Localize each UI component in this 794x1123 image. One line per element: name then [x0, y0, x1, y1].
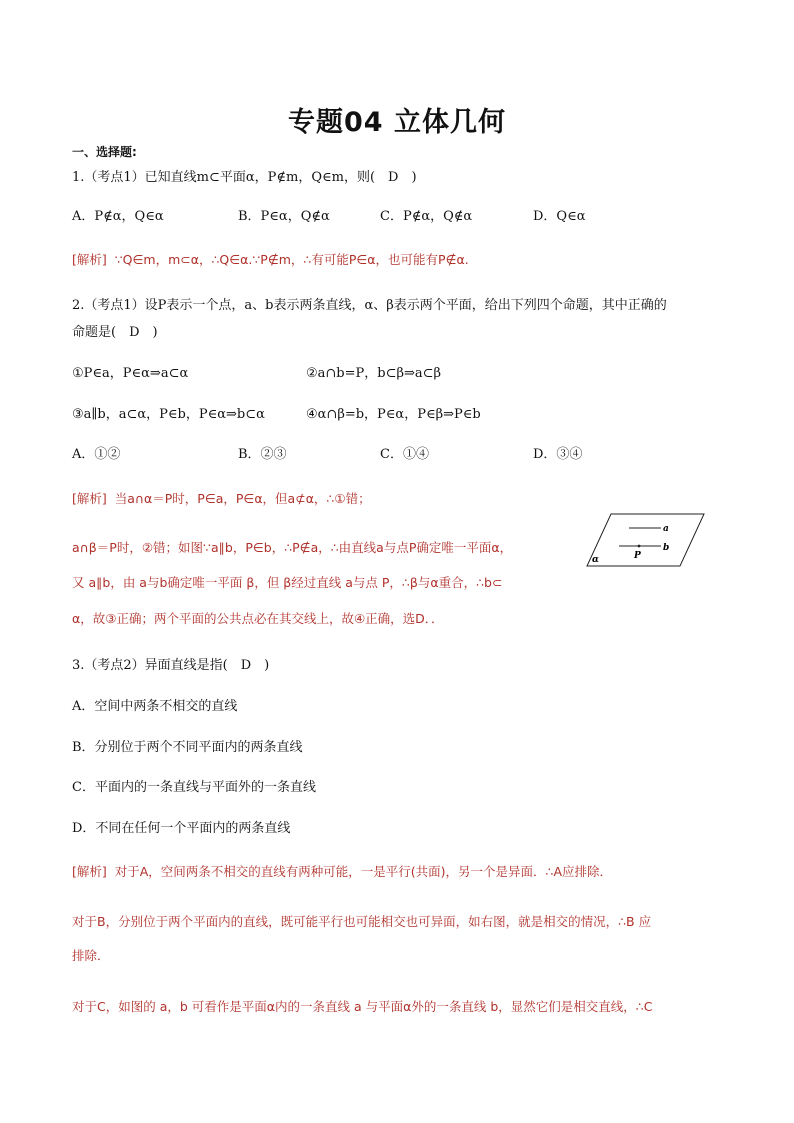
analysis-tag: [解析] [72, 491, 107, 506]
q2-option-a: A．①② [72, 447, 121, 462]
q2-option-c: C．①④ [380, 447, 429, 462]
q3-analysis-line-4: 对于C，如图的 a，b 可看作是平面α内的一条直线 a 与平面α外的一条直线 b，显然它们是相交直线，∴C [72, 999, 653, 1014]
question-1-stem: 1.（考点1）已知直线m⊂平面α，P∉m，Q∈m，则( D ) [72, 170, 417, 185]
q3-option-c: C．平面内的一条直线与平面外的一条直线 [72, 780, 316, 795]
plane-figure [583, 510, 708, 570]
q1-analysis-text: ∵Q∈m，m⊂α，∴Q∈α.∵P∉m，∴有可能P∈α，也可能有P∉α. [114, 252, 469, 267]
question-2-stem-line-1: 2.（考点1）设P表示一个点，a、b表示两条直线，α、β表示两个平面，给出下列四个命题，其中正确的 [72, 298, 667, 313]
question-3-stem: 3.（考点2）异面直线是指( D ) [72, 658, 270, 673]
page-title: 专题04 立体几何 [288, 107, 506, 138]
q1-option-a: A．P∉α，Q∈α [72, 209, 164, 224]
label-alpha: α [592, 555, 599, 565]
q2-proposition-1: ①P∈a，P∈α⇒a⊂α [72, 366, 189, 381]
analysis-tag: [解析] [72, 252, 107, 267]
q3-analysis-line-1: [解析] 对于A，空间两条不相交的直线有两种可能，一是平行(共面)，另一个是异面．∴A应排除． [72, 864, 613, 879]
question-2-stem-line-2: 命题是( D ) [72, 325, 158, 340]
q2-option-d: D．③④ [533, 447, 583, 462]
q1-analysis [72, 250, 469, 268]
label-a: a [663, 524, 669, 534]
q3-option-a: A．空间中两条不相交的直线 [72, 699, 238, 714]
label-b: b [663, 543, 670, 553]
q2-analysis-line-1: [解析] 当a∩α＝P时，P∈a，P∈α，但a⊄α，∴①错； [72, 491, 371, 506]
q2-option-b: B．②③ [238, 447, 287, 462]
section-heading: 一、选择题: [72, 145, 137, 159]
q3-analysis-line-2: 对于B，分别位于两个平面内的直线，既可能平行也可能相交也可异面，如右图，就是相交的情况，∴B 应 [72, 914, 652, 929]
q2-analysis-line-4: α，故③正确；两个平面的公共点必在其交线上，故④正确，选D．． [72, 611, 444, 626]
q3-option-b: B．分别位于两个不同平面内的两条直线 [72, 740, 303, 755]
q1-option-d: D．Q∈α [533, 209, 586, 224]
q2-proposition-4: ④α∩β=b，P∈α，P∈β⇒P∈b [306, 407, 481, 422]
q2-proposition-3: ③a∥b，a⊂α，P∈b，P∈α⇒b⊂α [72, 407, 265, 422]
point-p [638, 545, 641, 548]
q1-option-b: B．P∈α，Q∉α [238, 209, 330, 224]
q3-option-d: D．不同在任何一个平面内的两条直线 [72, 821, 291, 836]
q2-proposition-2: ②a∩b=P，b⊂β⇒a⊂β [306, 366, 442, 381]
plane-alpha-outline [587, 514, 704, 566]
analysis-tag: [解析] [72, 864, 107, 879]
q2-analysis-line-2: a∩β＝P时，②错；如图∵a∥b，P∈b，∴P∉a，∴由直线a与点P确定唯一平面α， [72, 540, 513, 555]
q2-analysis-line-3: 又 a∥b，由 a与b确定唯一平面 β，但 β经过直线 a与点 P，∴β与α重合，∴b⊂ [72, 575, 503, 590]
q3-analysis-line-3: 排除． [72, 948, 110, 963]
q1-option-c: C．P∉α，Q∉α [380, 209, 473, 224]
label-p: P [634, 551, 641, 561]
